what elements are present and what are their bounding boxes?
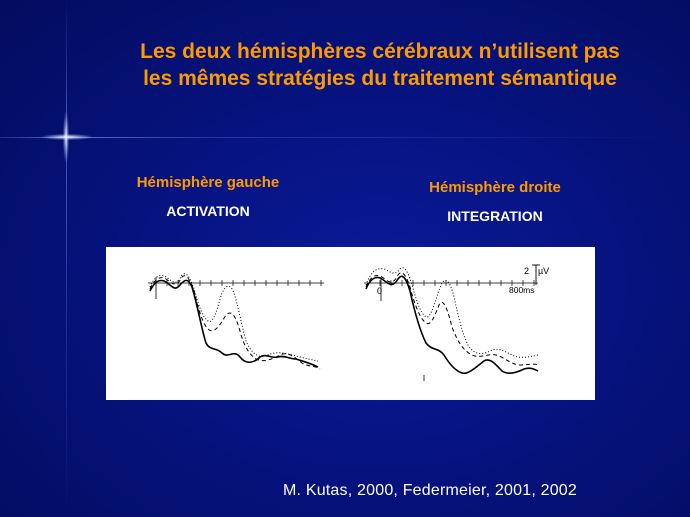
left-hemisphere-subheading: ACTIVATION — [166, 203, 250, 219]
erp-waveforms-svg — [106, 247, 595, 400]
right-hemisphere-heading: Hémisphère droite — [429, 179, 561, 196]
left-erp-plot — [148, 274, 324, 369]
left-hemisphere-label — [108, 174, 308, 219]
decorative-flare-vertical — [63, 112, 69, 162]
zero-label: 0 — [377, 286, 383, 296]
scale-amplitude-label: 2 — [524, 266, 530, 276]
right-erp-plot — [364, 265, 549, 381]
decorative-vertical-line — [66, 0, 67, 517]
slide-title — [80, 38, 680, 92]
left-hemisphere-heading: Hémisphère gauche — [136, 174, 280, 191]
title-line-2: les mêmes stratégies du traitement sémantique — [143, 67, 617, 90]
decorative-horizontal-line — [0, 137, 690, 138]
left-trace-dotted — [150, 274, 318, 361]
scale-unit-label: µV — [538, 266, 550, 276]
scale-time-label: 800ms — [509, 285, 535, 295]
title-line-1: Les deux hémisphères cérébraux n’utilisent pas — [140, 40, 620, 63]
right-hemisphere-subheading: INTEGRATION — [447, 208, 543, 224]
left-trace-dashed — [150, 276, 320, 369]
citation: M. Kutas, 2000, Federmeier, 2001, 2002 — [283, 482, 577, 499]
left-trace-solid — [150, 280, 318, 367]
erp-figure — [106, 247, 595, 400]
right-hemisphere-label — [395, 179, 595, 224]
